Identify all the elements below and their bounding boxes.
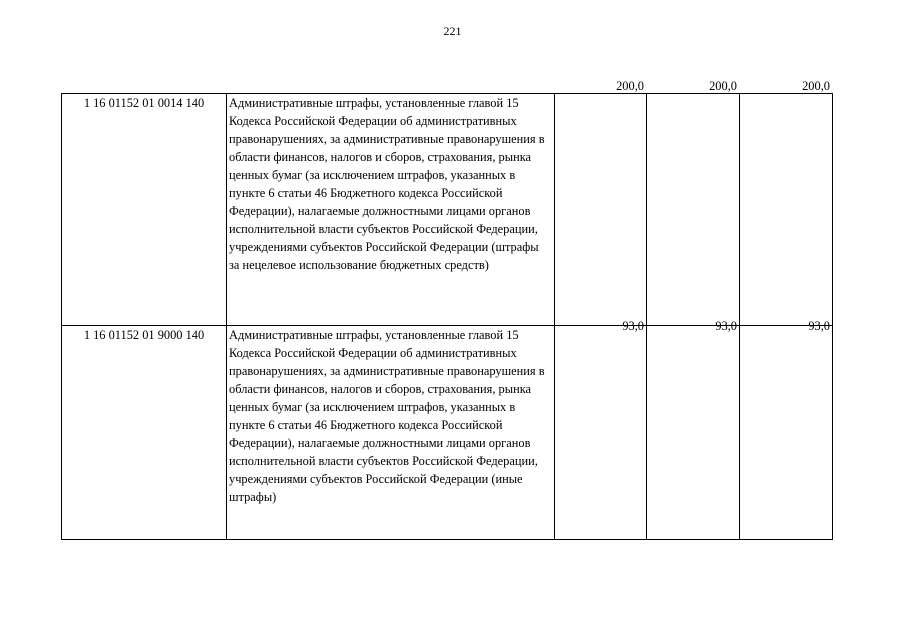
table-row [62, 326, 833, 540]
amount-value: 93,0 [808, 319, 830, 333]
budget-code-cell: 1 16 01152 01 0014 140 [62, 94, 227, 326]
table-row [62, 94, 833, 326]
revenue-table [61, 79, 833, 540]
amount-value: 93,0 [715, 319, 737, 333]
budget-code-cell: 1 16 01152 01 9000 140 [62, 326, 227, 540]
amount-cell-3 [740, 319, 833, 540]
amount-cell-1 [555, 79, 647, 326]
amount-value: 200,0 [709, 79, 737, 93]
amount-cell-2 [647, 79, 740, 326]
description-cell: Административные штрафы, установленные главой 15 Кодекса Российской Федерации об административных правонарушениях, за административные правонарушения в области финансов, налогов и сборов, страхования, рынка ценных бумаг (за исключением штрафов, указанных в пункте 6 статьи 46 Бюджетного кодекса Российской Федерации), налагаемые должностными лицами органов исполнительной власти субъектов Российской Федерации, учреждениями субъектов Российской Федерации (иные штрафы) [227, 326, 555, 540]
amount-cell-3 [740, 79, 833, 326]
amount-value: 200,0 [802, 79, 830, 93]
description-cell: Административные штрафы, установленные главой 15 Кодекса Российской Федерации об административных правонарушениях, за административные правонарушения в области финансов, налогов и сборов, страхования, рынка ценных бумаг (за исключением штрафов, указанных в пункте 6 статьи 46 Бюджетного кодекса Российской Федерации), налагаемые должностными лицами органов исполнительной власти субъектов Российской Федерации, учреждениями субъектов Российской Федерации (штрафы за нецелевое использование бюджетных средств) [227, 94, 555, 326]
amount-cell-1 [555, 319, 647, 540]
amount-value: 93,0 [622, 319, 644, 333]
amount-cell-2 [647, 319, 740, 540]
amount-value: 200,0 [616, 79, 644, 93]
page-number: 221 [443, 24, 462, 38]
